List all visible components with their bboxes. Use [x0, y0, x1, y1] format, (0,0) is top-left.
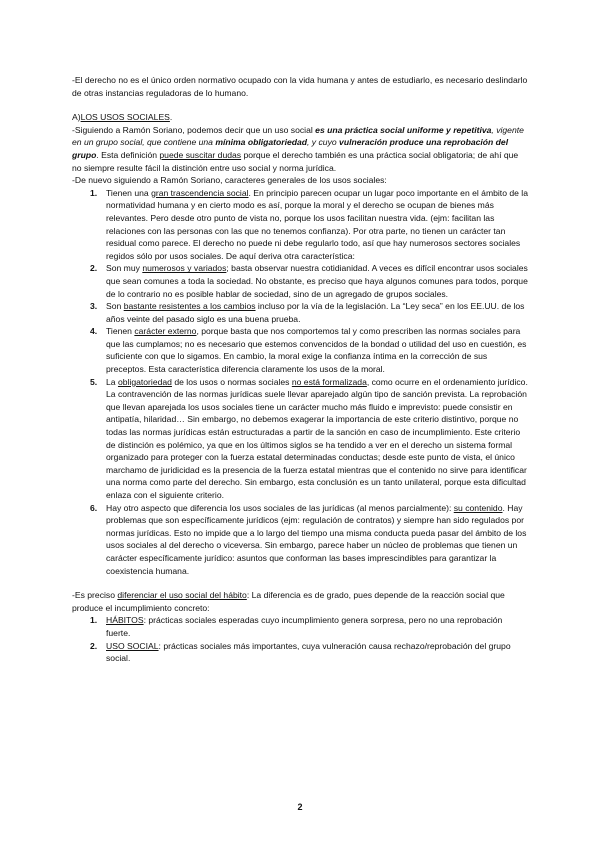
- item-text: Son: [106, 301, 122, 312]
- definition-text: porque el derecho también es una práctica social obligatoria; de ahí que no siempre resulte fácil la distinción entre uso social y norma jurídica.: [72, 149, 519, 173]
- item-text: Son muy: [106, 263, 140, 274]
- definition-text-italic: , vigente en un grupo social, que contiene una: [72, 124, 524, 148]
- habit-paragraph: [72, 589, 528, 614]
- item-text: , como ocurre en el ordenamiento jurídico. La contravención de las normas jurídicas suele llevar aparejado algún tipo de sanción prevista. La reprobación que llevan aparejada los usos sociales tiene un carácter mucho más fluido e imprevisto: puede consistir en antipatía, hilaridad… Sin embargo, no debemos exagerar la importancia de este criterio distintivo, porque no todas las normas jurídicas están estructuradas a partir de la sanción en caso de incumplimiento. Este criterio de distinción es polémico, ya que en los últimos siglos se ha tendido a ver en el derecho un sistema formal organizado para proteger con la fuerza estatal determinadas conductas; desde este punto de vista, el único marchamo de juridicidad es la presencia de la fuerza estatal mientras que el contenido no sirve para identificar una norma como parte del derecho. Sin embargo, esta conclusión es un tanto unilateral, porque esta dificultad enlaza con el siguiente criterio.: [106, 376, 528, 500]
- list-item: [72, 376, 528, 502]
- list-item: [72, 502, 528, 578]
- item-underlined: carácter externo: [134, 326, 197, 337]
- habit-term: HÁBITOS: [106, 615, 144, 626]
- page-number: 2: [297, 802, 303, 812]
- definition-underlined: puede suscitar dudas: [159, 149, 242, 160]
- item-text: Tienen: [106, 326, 132, 337]
- habit-term: USO SOCIAL: [106, 640, 159, 651]
- item-text: Tienen una: [106, 187, 149, 198]
- habit-text: -Es preciso: [72, 590, 115, 601]
- definition-text: -Siguiendo a Ramón Soriano, podemos decir que un uso social: [72, 124, 313, 135]
- definition-emphasis: es una práctica social uniforme y repetitiva: [315, 124, 492, 135]
- item-text: ; basta observar nuestra cotidianidad. A veces es difícil encontrar usos sociales que sean comunes a toda la sociedad. No obstante, es preciso que haya algunos comunes para todos, porque de lo contrario no es posible hablar de sociedad, sino de un agregado de grupos sociales.: [106, 263, 528, 299]
- definition-emphasis: vulneración produce una reprobación del grupo: [72, 137, 509, 160]
- section-heading: [72, 111, 528, 124]
- list-item: [72, 187, 528, 263]
- list-number: 4.: [90, 326, 98, 337]
- item-underlined: su contenido: [453, 502, 503, 513]
- definition-paragraph: [72, 124, 528, 174]
- habit-text: : La diferencia es de grado, pues depende de la reacción social que produce el incumplimiento concreto:: [72, 590, 505, 613]
- section-title: LOS USOS SOCIALES: [80, 112, 170, 123]
- item-text: . En principio parecen ocupar un lugar poco importante en el ámbito de la normatividad humana y en cierto modo es así, porque la moral y el derecho se ocupan de bienes más relevantes. Pero desde otro punto de vista no, porque los usos facilitan nuestra vida. (ejm: facilitan las relaciones con las personas con las que no tenemos confianza). Por otra parte, no tienen un carácter tan residual como parece. El derecho no puede ni debe regularlo todo, así que hay numerosos sectores sociales regidos sólo por usos sociales. De aquí deriva otra característica:: [106, 187, 529, 261]
- item-text: , porque basta que nos comportemos tal y como prescriben las normas sociales para que las cumplamos; no es necesario que estemos convencidos de la bondad o utilidad del uso en cuestión, es suficiente con que lo sigamos. En cambio, la moral exige la confianza íntima en la corrección de sus preceptos. Esta característica diferencia claramente los usos de la moral.: [106, 326, 527, 375]
- item-underlined: bastante resistentes a los cambios: [123, 301, 256, 312]
- definition-text: . Esta definición: [96, 149, 158, 160]
- list-item: [72, 300, 528, 325]
- habit-definition: : prácticas sociales más importantes, cuya vulneración causa rechazo/reprobación del grupo social.: [106, 640, 511, 664]
- definition-emphasis: mínima obligatoriedad: [215, 137, 308, 148]
- list-item: [72, 262, 528, 300]
- item-text: La: [106, 376, 116, 387]
- habit-definition: : prácticas sociales esperadas cuyo incumplimiento genera sorpresa, pero no una reprobación fuerte.: [106, 615, 503, 638]
- section-title-suffix: .: [169, 112, 173, 123]
- list-number: 6.: [90, 502, 98, 513]
- item-text: de los usos o normas sociales: [174, 376, 290, 387]
- list-item: [72, 325, 528, 375]
- item-text: . Hay problemas que son específicamente jurídicos (ejm: regulación de contratos) y siempre han sido regulados por normas jurídicas. Esto no impide que a lo largo del tiempo una misma conducta pueda pasar del ámbito de los usos sociales al del derecho o viceversa. Sin embargo, parece haber un núcleo de problemas que tienen un carácter específicamente jurídico: asuntos que conforman las bases imprescindibles para garantizar la coexistencia humana.: [106, 502, 527, 576]
- list-number: 3.: [90, 301, 98, 312]
- item-underlined: no está formalizada: [291, 376, 367, 387]
- definition-text-italic: , y cuyo: [307, 137, 337, 148]
- section-letter: A): [72, 112, 81, 123]
- list-number: 1.: [90, 187, 98, 198]
- document-page: [72, 74, 528, 665]
- item-underlined: obligatoriedad: [117, 376, 172, 387]
- characteristics-intro: -De nuevo siguiendo a Ramón Soriano, caracteres generales de los usos sociales:: [72, 175, 387, 186]
- item-underlined: gran trascendencia social: [151, 187, 249, 198]
- characteristics-list: [72, 187, 528, 577]
- item-underlined: numerosos y variados: [142, 263, 227, 274]
- list-number: 1.: [90, 615, 98, 626]
- list-item: [72, 640, 528, 665]
- list-item: [72, 614, 528, 639]
- habit-underlined: diferenciar el uso social del hábito: [117, 590, 247, 601]
- item-text: Hay otro aspecto que diferencia los usos sociales de las jurídicas (al menos parcialmente):: [106, 502, 452, 513]
- intro-paragraph: -El derecho no es el único orden normativo ocupado con la vida humana y antes de estudiarlo, es necesario deslindarlo de otras instancias reguladoras de lo humano.: [72, 75, 528, 98]
- list-number: 2.: [90, 640, 98, 651]
- list-number: 5.: [90, 376, 98, 387]
- habit-list: [72, 614, 528, 664]
- item-text: incluso por la vía de la legislación. La “Ley seca” en los EE.UU. de los años veinte del pasado siglo es una buena prueba.: [106, 301, 525, 324]
- list-number: 2.: [90, 263, 98, 274]
